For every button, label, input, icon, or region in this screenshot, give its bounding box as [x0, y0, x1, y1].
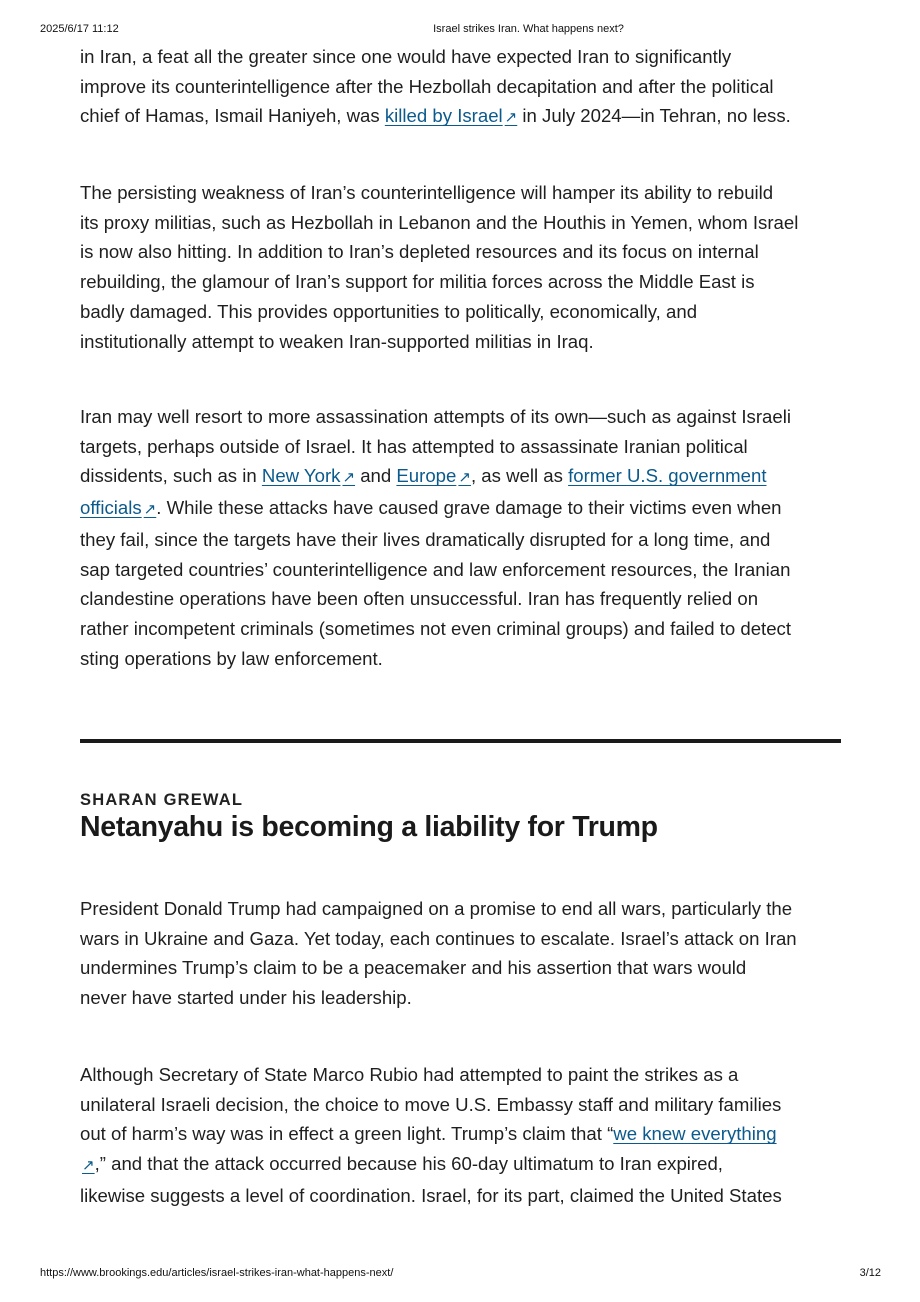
paragraph-line: in Iran, a feat all the greater since one would have expected Iran to significantly: [80, 46, 732, 67]
article-paragraph: [80, 42, 845, 133]
link-former-us-officials[interactable]: former U.S. government: [568, 465, 767, 487]
line-text: out of harm’s way was in effect a green light. Trump’s claim that “: [80, 1123, 614, 1145]
section-divider: [80, 739, 841, 743]
link-new-york[interactable]: [262, 465, 355, 486]
link-label: New York: [261, 465, 341, 487]
section-title: Netanyahu is becoming a liability for Trump: [80, 811, 658, 843]
external-link-arrow-icon: ↗: [458, 469, 471, 487]
line-text: , as well as: [470, 465, 569, 487]
line-text: . While these attacks have caused grave damage to their victims even when: [156, 497, 782, 519]
paragraph-line: improve its counterintelligence after the Hezbollah decapitation and after the political: [80, 75, 774, 97]
line-text: ,” and that the attack occurred because his 60-day ultimatum to Iran expired,: [94, 1153, 723, 1175]
line-text: and: [355, 465, 397, 487]
link-killed-by-israel[interactable]: [385, 105, 517, 126]
section-author: SHARAN GREWAL: [80, 791, 244, 809]
paragraph-line: is now also hitting. In addition to Iran’s depleted resources and its focus on internal: [80, 241, 759, 263]
paragraph-line: sting operations by law enforcement.: [80, 647, 383, 669]
paragraph-line: wars in Ukraine and Gaza. Yet today, each continues to escalate. Israel’s attack on Iran: [80, 927, 797, 949]
paragraph-line: Iran may well resort to more assassination attempts of its own—such as against Israeli: [80, 406, 791, 427]
paragraph-line: Although Secretary of State Marco Rubio had attempted to paint the strikes as a: [80, 1064, 739, 1085]
external-link-arrow-icon: ↗: [342, 469, 356, 487]
link-label: Europe: [396, 465, 457, 487]
print-footer-page: 3/12: [859, 1267, 881, 1279]
paragraph-line: The persisting weakness of Iran’s counterintelligence will hamper its ability to rebuild: [80, 182, 774, 203]
paragraph-line: its proxy militias, such as Hezbollah in Lebanon and the Houthis in Yemen, whom Israel: [80, 211, 799, 233]
paragraph-line: [80, 493, 845, 525]
link-label: officials: [80, 497, 142, 519]
article-paragraph: [80, 894, 845, 1013]
paragraph-line: [80, 101, 845, 133]
line-text: chief of Hamas, Ismail Haniyeh, was: [80, 105, 385, 127]
paragraph-line: never have started under his leadership.: [80, 987, 412, 1009]
link-former-us-officials[interactable]: [80, 497, 156, 518]
paragraph-line: likewise suggests a level of coordination. Israel, for its part, claimed the United States: [80, 1184, 782, 1206]
external-link-arrow-icon: ↗: [504, 109, 518, 127]
paragraph-line: [80, 1149, 845, 1181]
print-header-datetime: 2025/6/17 11:12: [40, 23, 119, 35]
paragraph-line: rather incompetent criminals (sometimes not even criminal groups) and failed to detect: [80, 617, 792, 639]
line-text: dissidents, such as in: [80, 465, 262, 487]
paragraph-line: [80, 461, 845, 493]
paragraph-line: President Donald Trump had campaigned on a promise to end all wars, particularly the: [80, 898, 793, 919]
print-footer-url: https://www.brookings.edu/articles/israel-strikes-iran-what-happens-next/: [40, 1267, 394, 1279]
paragraph-line: clandestine operations have been often unsuccessful. Iran has frequently relied on: [80, 588, 759, 610]
external-link-arrow-icon: ↗: [143, 501, 157, 519]
article-paragraph: [80, 178, 845, 356]
paragraph-line: targets, perhaps outside of Israel. It has attempted to assassinate Iranian political: [80, 435, 748, 457]
paragraph-line: rebuilding, the glamour of Iran’s support for militia forces across the Middle East is: [80, 271, 755, 293]
paragraph-line: badly damaged. This provides opportunities to politically, economically, and: [80, 300, 698, 322]
print-header-title: Israel strikes Iran. What happens next?: [433, 23, 624, 35]
article-paragraph: [80, 402, 845, 673]
line-text: in July 2024—in Tehran, no less.: [517, 105, 791, 127]
paragraph-line: they fail, since the targets have their lives dramatically disrupted for a long time, and: [80, 528, 771, 550]
article-paragraph: [80, 1060, 845, 1211]
paragraph-line: sap targeted countries’ counterintelligence and law enforcement resources, the Iranian: [80, 558, 791, 580]
link-europe[interactable]: [396, 465, 471, 486]
paragraph-line: undermines Trump’s claim to be a peacemaker and his assertion that wars would: [80, 957, 747, 979]
link-label: killed by Israel: [384, 105, 503, 127]
paragraph-line: institutionally attempt to weaken Iran-supported militias in Iraq.: [80, 330, 594, 352]
link-we-knew-everything[interactable]: [80, 1153, 95, 1174]
paragraph-line: [80, 1119, 845, 1149]
link-we-knew-everything[interactable]: we knew everything: [613, 1123, 777, 1145]
paragraph-line: unilateral Israeli decision, the choice to move U.S. Embassy staff and military families: [80, 1093, 782, 1115]
external-link-arrow-icon: ↗: [82, 1157, 95, 1175]
